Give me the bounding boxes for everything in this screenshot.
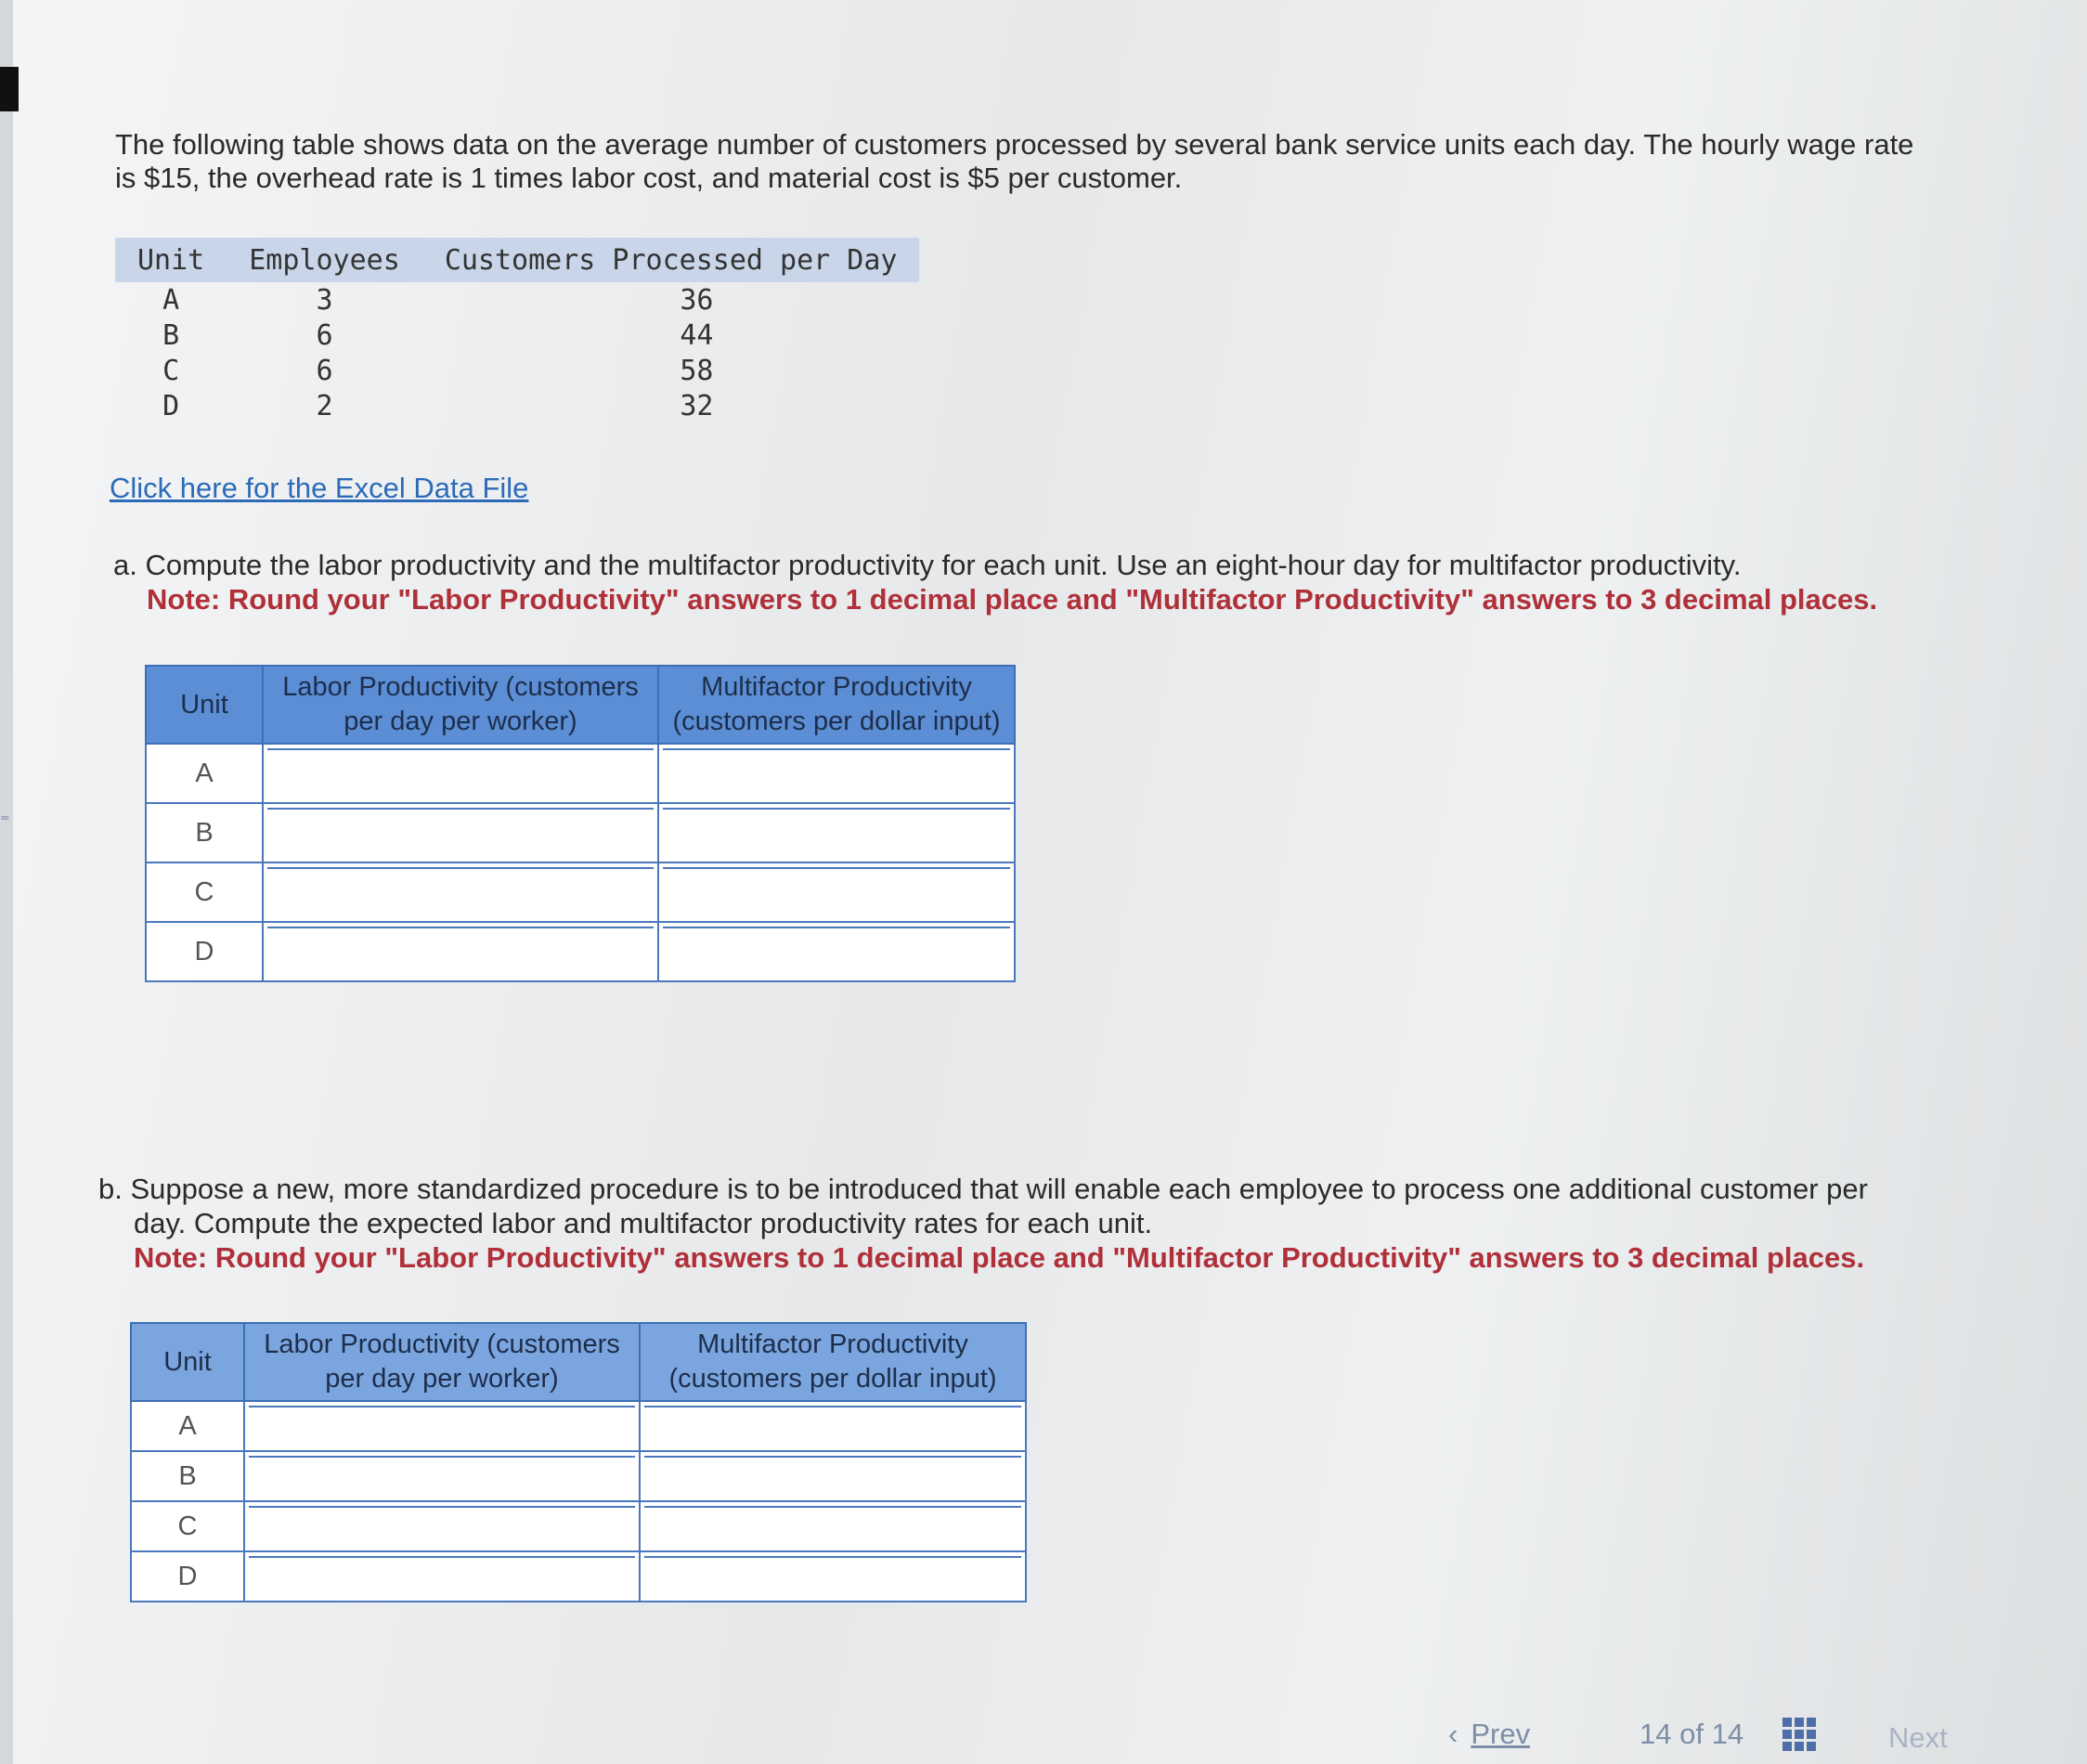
side-glyph: ⁼ bbox=[0, 811, 10, 832]
pagination bbox=[1448, 1718, 1968, 1758]
table-row bbox=[115, 282, 919, 318]
expected-labor-productivity-input-a[interactable] bbox=[249, 1406, 635, 1446]
answer-a-unit: C bbox=[146, 863, 263, 922]
question-a-text: a. Compute the labor productivity and the multifactor productivity for each unit. Use an eight-hour day for multifactor productivity. bbox=[113, 549, 1742, 581]
expected-labor-productivity-input-c[interactable] bbox=[249, 1506, 635, 1547]
question-b-note: Note: Round your "Labor Productivity" answers to 1 decimal place and "Multifactor Productivity" answers to 3 decimal places. bbox=[134, 1241, 1865, 1274]
excel-data-file-link[interactable]: Click here for the Excel Data File bbox=[110, 472, 529, 504]
answer-a-unit: D bbox=[146, 922, 263, 981]
multifactor-productivity-input-b[interactable] bbox=[663, 808, 1010, 858]
answer-b-unit: C bbox=[131, 1501, 244, 1551]
header-employees: Employees bbox=[227, 238, 422, 282]
answer-a-header-unit: Unit bbox=[146, 666, 263, 744]
data-table-header bbox=[115, 238, 919, 282]
total-pages: 14 bbox=[1711, 1718, 1744, 1750]
multifactor-productivity-input-d[interactable] bbox=[663, 927, 1010, 977]
table-row bbox=[146, 863, 1015, 922]
answer-b-header-labor: Labor Productivity (customers per day per worker) bbox=[244, 1323, 640, 1401]
expected-multifactor-productivity-input-b[interactable] bbox=[644, 1456, 1021, 1497]
expected-multifactor-productivity-input-a[interactable] bbox=[644, 1406, 1021, 1446]
labor-productivity-input-c[interactable] bbox=[267, 867, 654, 917]
answer-b-unit: D bbox=[131, 1551, 244, 1602]
intro-text: The following table shows data on the average number of customers processed by several bank service units each day. The hourly wage rate is $15, the overhead rate is 1 times labor cost, and material cost is $5 per customer. bbox=[115, 128, 1914, 194]
header-customers: Customers Processed per Day bbox=[422, 238, 920, 282]
expected-multifactor-productivity-input-c[interactable] bbox=[644, 1506, 1021, 1547]
answer-b-unit: B bbox=[131, 1451, 244, 1501]
employees-cell: 6 bbox=[316, 354, 333, 387]
answer-a-header-labor: Labor Productivity (customers per day per worker) bbox=[263, 666, 658, 744]
page-counter bbox=[1640, 1718, 1743, 1751]
question-a bbox=[113, 548, 1933, 616]
table-row bbox=[146, 803, 1015, 863]
table-row bbox=[131, 1501, 1026, 1551]
table-row bbox=[131, 1551, 1026, 1602]
unit-cell: C bbox=[162, 354, 180, 387]
multifactor-productivity-input-a[interactable] bbox=[663, 748, 1010, 798]
left-marker bbox=[0, 67, 19, 111]
answer-b-header-unit: Unit bbox=[131, 1323, 244, 1401]
answer-table-a bbox=[145, 665, 1016, 982]
answer-a-header-multifactor: Multifactor Productivity (customers per dollar input) bbox=[658, 666, 1015, 744]
question-a-note: Note: Round your "Labor Productivity" answers to 1 decimal place and "Multifactor Productivity" answers to 3 decimal places. bbox=[147, 583, 1878, 616]
labor-productivity-input-a[interactable] bbox=[267, 748, 654, 798]
table-row bbox=[131, 1401, 1026, 1451]
chevron-left-icon: ‹ bbox=[1448, 1718, 1458, 1750]
employees-cell: 2 bbox=[316, 389, 333, 422]
table-row bbox=[146, 744, 1015, 803]
unit-cell: B bbox=[162, 318, 180, 352]
table-row bbox=[115, 318, 919, 353]
expected-labor-productivity-input-b[interactable] bbox=[249, 1456, 635, 1497]
customers-cell: 44 bbox=[680, 318, 714, 352]
labor-productivity-input-d[interactable] bbox=[267, 927, 654, 977]
answer-b-unit: A bbox=[131, 1401, 244, 1451]
unit-cell: D bbox=[162, 389, 180, 422]
prev-label: Prev bbox=[1471, 1718, 1531, 1750]
table-row bbox=[115, 353, 919, 388]
expected-multifactor-productivity-input-d[interactable] bbox=[644, 1556, 1021, 1597]
answer-table-b bbox=[130, 1322, 1027, 1602]
unit-cell: A bbox=[162, 283, 180, 317]
expected-labor-productivity-input-d[interactable] bbox=[249, 1556, 635, 1597]
employees-cell: 3 bbox=[316, 283, 333, 317]
table-row bbox=[115, 388, 919, 423]
multifactor-productivity-input-c[interactable] bbox=[663, 867, 1010, 917]
answer-b-header-multifactor: Multifactor Productivity (customers per dollar input) bbox=[640, 1323, 1026, 1401]
table-row bbox=[146, 922, 1015, 981]
current-page: 14 bbox=[1640, 1718, 1672, 1750]
left-edge bbox=[0, 0, 13, 1764]
header-unit: Unit bbox=[115, 238, 227, 282]
labor-productivity-input-b[interactable] bbox=[267, 808, 654, 858]
data-table bbox=[115, 238, 919, 423]
prev-button[interactable] bbox=[1448, 1718, 1530, 1751]
question-b bbox=[98, 1172, 1918, 1275]
of-label: of bbox=[1679, 1718, 1704, 1750]
grid-icon[interactable] bbox=[1782, 1718, 1816, 1751]
question-b-text: b. Suppose a new, more standardized procedure is to be introduced that will enable each employee to process one additional customer per day. Compute the expected labor and multifactor productivity rates for each unit. bbox=[98, 1173, 1868, 1239]
employees-cell: 6 bbox=[316, 318, 333, 352]
customers-cell: 32 bbox=[680, 389, 714, 422]
table-row bbox=[131, 1451, 1026, 1501]
customers-cell: 36 bbox=[680, 283, 714, 317]
customers-cell: 58 bbox=[680, 354, 714, 387]
answer-a-unit: B bbox=[146, 803, 263, 863]
answer-a-unit: A bbox=[146, 744, 263, 803]
next-button[interactable]: Next bbox=[1888, 1721, 1948, 1754]
